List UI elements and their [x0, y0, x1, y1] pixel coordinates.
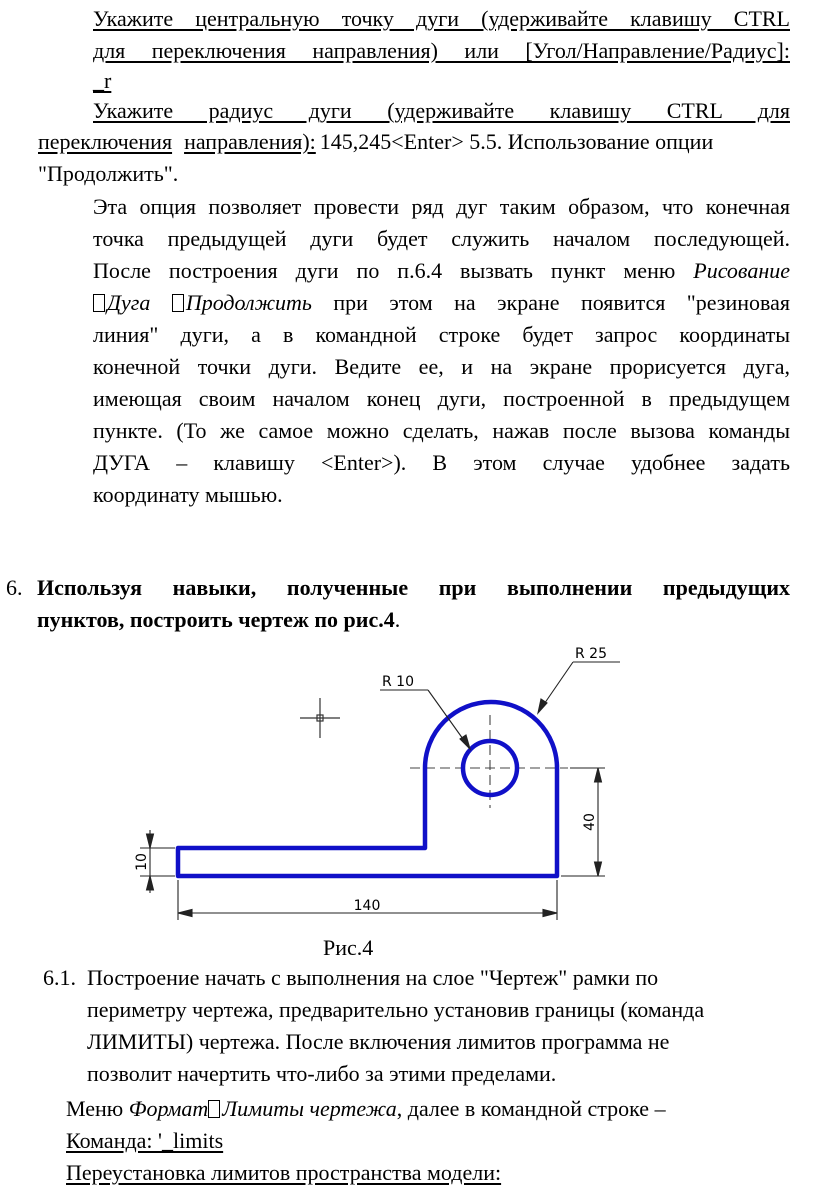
crosshair-marker — [300, 698, 340, 738]
p1-line2-text: для переключения направления) или [Угол/Направление/Радиус]: — [93, 38, 790, 63]
item61-line3: ЛИМИТЫ) чертежа. После включения лимитов программа не — [87, 1029, 670, 1054]
menu-format: Формат — [128, 1096, 209, 1121]
section6-line2-dot: . — [394, 607, 401, 632]
arrow-placeholder-icon — [208, 1100, 220, 1118]
item61-number: 6.1. — [43, 965, 76, 990]
dim-10-label: 10 — [134, 853, 150, 871]
section6-line2 — [37, 609, 400, 631]
command-line: Команда: '_limits — [66, 1128, 224, 1153]
p3-line7: имеющая своим началом конец дуги, построенной в предыдущем — [93, 386, 790, 411]
section6-number: 6. — [6, 575, 23, 600]
p3-line8: пункте. (То же самое можно сделать, нажав после вызова команды — [93, 418, 790, 443]
item61-line2: периметру чертежа, предварительно установив границы (команда — [87, 997, 705, 1022]
p3-line2: точка предыдущей дуги будет служить началом последующей. — [93, 226, 790, 251]
menu-line — [66, 1098, 666, 1120]
p3-line9: ДУГА – клавишу <Enter>). В этом случае удобнее задать — [93, 450, 790, 475]
p3-line3 — [93, 260, 790, 292]
menu-prefix: Меню — [66, 1096, 124, 1121]
menu-suffix: , далее в командной строке – — [396, 1096, 666, 1121]
p3-line4-text: при этом на экране появится "резиновая — [333, 290, 791, 315]
p3-line3-text: После построения дуги по п.6.4 вызвать пункт меню — [93, 258, 676, 283]
p2-line1 — [93, 100, 790, 122]
p2-line2-underlined-a: переключения — [38, 129, 173, 154]
menu-continue-italic: Продолжить — [185, 290, 312, 315]
reset-line: Переустановка лимитов пространства модели: — [66, 1160, 502, 1185]
p1-line3-text: _r — [93, 68, 112, 93]
p3-paragraph — [93, 196, 790, 516]
p2-line3: "Продолжить". — [38, 161, 179, 186]
arrow-placeholder-icon — [172, 294, 184, 312]
p2-line1-text: Укажите радиус дуги (удерживайте клавишу CTRL для — [93, 98, 790, 123]
arrow-placeholder-icon — [93, 294, 105, 312]
p1-line1 — [93, 8, 790, 30]
p2-line2-underlined-b: направления): — [184, 129, 316, 154]
menu-limits: Лимиты чертежа — [222, 1096, 397, 1121]
p3-line6: конечной точки дуги. Ведите ее, и на экране прорисуется дуга, — [93, 354, 790, 379]
part-outline — [178, 702, 557, 876]
figure-drawing — [0, 630, 816, 940]
menu-draw-italic: Рисование — [693, 258, 790, 283]
r25-label: R 25 — [575, 646, 607, 662]
menu-arc-italic: Дуга — [107, 290, 151, 315]
p2-line2 — [38, 131, 713, 153]
item61-line1: Построение начать с выполнения на слое "Чертеж" рамки по — [87, 965, 659, 990]
item61-line4: позволит начертить что-либо за этими пределами. — [87, 1061, 557, 1086]
leader-r10 — [380, 690, 470, 749]
p1-line3 — [93, 70, 111, 92]
p3-line4 — [93, 292, 790, 324]
p3-line5: линия" дуги, а в командной строке будет запрос координаты — [93, 322, 790, 347]
leader-r25 — [538, 662, 620, 713]
dim-140-label: 140 — [353, 898, 381, 914]
section6-line1: Используя навыки, полученные при выполнении предыдущих — [37, 575, 790, 600]
p1-line2 — [93, 40, 790, 62]
figure-caption: Рис.4 — [323, 935, 374, 960]
p3-line10: координату мышью. — [93, 482, 283, 507]
section6-line2-bold: пунктов, построить чертеж по рис.4 — [37, 607, 395, 632]
p1-line1-text: Укажите центральную точку дуги (удерживайте клавишу CTRL — [93, 6, 790, 31]
r10-label: R 10 — [382, 674, 414, 690]
p2-line2-plain: 145,245<Enter> 5.5. Использование опции — [319, 129, 714, 154]
p3-line1: Эта опция позволяет провести ряд дуг таким образом, что конечная — [93, 194, 790, 219]
dim-40-label: 40 — [582, 813, 598, 831]
